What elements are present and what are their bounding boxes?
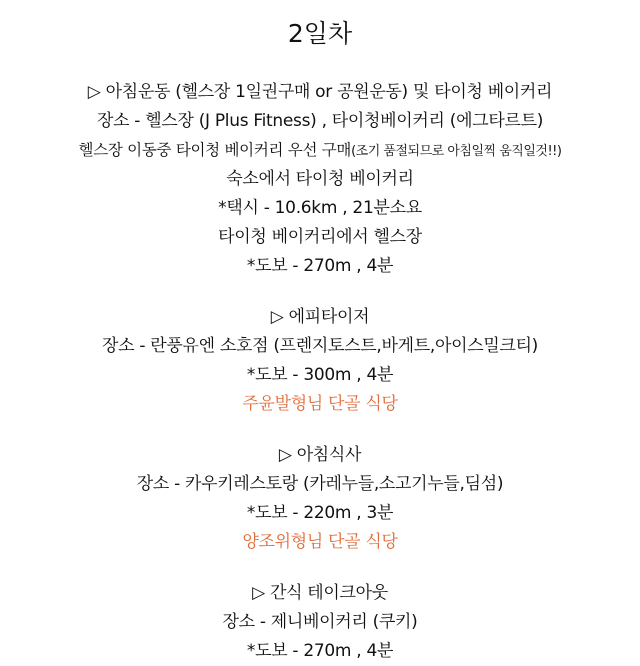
section-snack-takeout — [0, 579, 640, 666]
spacer — [0, 419, 640, 441]
move-text: *도보 - 270m , 4분 — [246, 641, 394, 661]
place-text: 장소 - 카우키레스토랑 (카레누들,소고기누들,딤섬) — [136, 474, 504, 494]
section-breakfast — [0, 441, 640, 557]
route-text: 숙소에서 타이청 베이커리 — [226, 169, 414, 189]
move-text: *도보 - 220m , 3분 — [246, 503, 394, 523]
page-title: 2일차 — [287, 19, 353, 48]
place-text: 장소 - 란풍유엔 소호점 (프렌지토스트,바게트,아이스밀크티) — [101, 336, 539, 356]
recommend-text: 주윤발형님 단골 식당 — [242, 394, 398, 414]
move-text: *도보 - 300m , 4분 — [246, 365, 394, 385]
section-header: ▷ 아침운동 (헬스장 1일권구매 or 공원운동) 및 타이청 베이커리 — [87, 82, 553, 102]
move-text: *택시 - 10.6km , 21분소요 — [218, 198, 422, 218]
recommend-text: 양조위형님 단골 식당 — [242, 532, 398, 552]
route-text: 타이청 베이커리에서 헬스장 — [218, 227, 422, 247]
move-text: *도보 - 270m , 4분 — [246, 256, 394, 276]
section-header: ▷ 아침식사 — [278, 445, 362, 465]
tip-note: (조기 품절되므로 아침일찍 움직일것!!) — [351, 144, 562, 159]
tip-main: 헬스장 이동중 타이청 베이커리 우선 구매 — [78, 141, 352, 159]
spacer — [0, 557, 640, 579]
tip-text — [0, 136, 640, 165]
section-appetizer — [0, 303, 640, 419]
spacer — [0, 281, 640, 303]
section-header: ▷ 에피타이저 — [270, 307, 370, 327]
place-text: 장소 - 헬스장 (J Plus Fitness) , 타이청베이커리 (에그타르트) — [96, 111, 544, 131]
section-header: ▷ 간식 테이크아웃 — [252, 583, 388, 603]
place-text: 장소 - 제니베이커리 (쿠키) — [222, 612, 418, 632]
section-morning-workout — [0, 78, 640, 281]
